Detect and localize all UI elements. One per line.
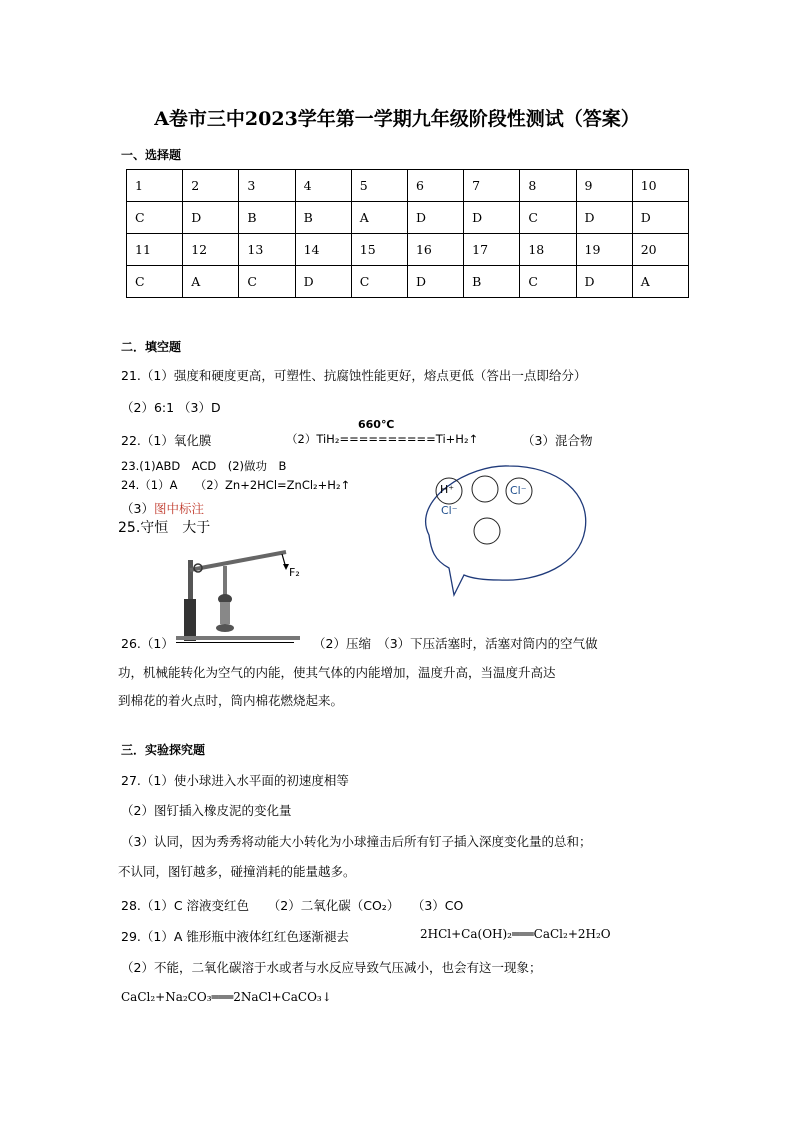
answer-table — [126, 169, 689, 298]
table-row-numbers — [127, 170, 689, 202]
table-cell: C — [351, 266, 407, 298]
lever-apparatus-image — [176, 544, 300, 644]
table-cell: 12 — [183, 234, 239, 266]
table-cell: 7 — [464, 170, 520, 202]
table-cell: A — [632, 266, 688, 298]
table-row-answers — [127, 202, 689, 234]
table-cell: 17 — [464, 234, 520, 266]
ion-circle-empty-1 — [472, 476, 498, 502]
q27-line3: （3）认同，因为秀秀将动能大小转化为小球撞击后所有钉子插入深度变化量的总和； — [121, 834, 592, 849]
table-cell: 8 — [520, 170, 576, 202]
table-cell: 3 — [239, 170, 295, 202]
section-2-heading: 二．填空题 — [121, 340, 182, 354]
q26-line3: 到棉花的着火点时，筒内棉花燃烧起来。 — [118, 693, 344, 708]
q22-part3: （3）混合物 — [522, 433, 593, 448]
table-cell: D — [632, 202, 688, 234]
table-cell: D — [407, 266, 463, 298]
q26-middle: （2）压缩 （3）下压活塞时，活塞对筒内的空气做 — [313, 636, 598, 651]
table-cell: 11 — [127, 234, 183, 266]
q29-line2: （2）不能，二氧化碳溶于水或者与水反应导致气压减小，也会有这一现象； — [121, 960, 542, 975]
q27-line2: （2）图钉插入橡皮泥的变化量 — [121, 803, 292, 818]
q24-line1: 24.（1）A （2）Zn+2HCl=ZnCl₂+H₂↑ — [121, 478, 351, 492]
table-cell: 10 — [632, 170, 688, 202]
table-cell: 18 — [520, 234, 576, 266]
table-cell: B — [239, 202, 295, 234]
table-cell: 15 — [351, 234, 407, 266]
stand-cylinder — [184, 599, 196, 641]
q23-line: 23.(1)ABD ACD (2)做功 B — [121, 459, 287, 473]
q21-line1: 21.（1）强度和硬度更高，可塑性、抗腐蚀性能更好，熔点更低（答出一点即给分） — [121, 368, 587, 383]
q26-line2: 功，机械能转化为空气的内能，使其气体的内能增加，温度升高，当温度升高达 — [118, 665, 556, 680]
q29-line1: 29.（1）A 锥形瓶中液体红红色逐渐褪去 — [121, 929, 349, 944]
table-cell: B — [295, 202, 351, 234]
table-cell: C — [520, 202, 576, 234]
section-3-heading: 三．实验探究题 — [121, 743, 206, 757]
q29-equation2: CaCl₂+Na₂CO₃═══2NaCl+CaCO₃↓ — [121, 990, 332, 1004]
table-cell: 1 — [127, 170, 183, 202]
q21-line2: （2）6:1 （3）D — [121, 400, 221, 415]
q24-red-note: 图中标注 — [153, 501, 204, 516]
page-title: A卷市三中2023学年第一学期九年级阶段性测试（答案） — [154, 108, 640, 130]
ion-cl-label-2: Cl⁻ — [441, 504, 458, 517]
q28-line: 28.（1）C 溶液变红色 （2）二氧化碳（CO₂） （3）CO — [121, 898, 464, 913]
table-cell: 9 — [576, 170, 632, 202]
table-cell: C — [520, 266, 576, 298]
table-cell: D — [464, 202, 520, 234]
table-cell: C — [127, 202, 183, 234]
table-cell: D — [576, 266, 632, 298]
table-cell: B — [464, 266, 520, 298]
table-cell: A — [351, 202, 407, 234]
table-cell: C — [239, 266, 295, 298]
table-cell: 20 — [632, 234, 688, 266]
q22-part1: 22.（1）氧化膜 — [121, 433, 212, 448]
table-cell: D — [407, 202, 463, 234]
q26-start: 26.（1） — [121, 636, 174, 651]
table-row-answers — [127, 266, 689, 298]
q24-prefix: （3） — [121, 501, 154, 516]
q27-line4: 不认同，图钉越多，碰撞消耗的能量越多。 — [118, 864, 356, 879]
section-1-heading: 一、选择题 — [121, 148, 182, 162]
ion-bubble-diagram — [409, 460, 589, 600]
table-cell: 6 — [407, 170, 463, 202]
table-cell: C — [127, 266, 183, 298]
table-cell: 5 — [351, 170, 407, 202]
q27-line1: 27.（1）使小球进入水平面的初速度相等 — [121, 773, 349, 788]
q24-line2 — [121, 499, 204, 517]
q22-part2: （2）TiH₂==========Ti+H₂↑ — [286, 432, 479, 446]
table-cell: D — [295, 266, 351, 298]
table-cell: D — [183, 202, 239, 234]
ion-cl-label-1: Cl⁻ — [510, 484, 527, 497]
ion-h-label: H⁺ — [440, 483, 455, 496]
table-cell: 19 — [576, 234, 632, 266]
ion-circle-empty-2 — [474, 518, 500, 544]
table-cell: 4 — [295, 170, 351, 202]
f2-label: F₂ — [289, 566, 300, 579]
q22-temperature: 660℃ — [358, 418, 395, 431]
table-row-numbers — [127, 234, 689, 266]
table-cell: 16 — [407, 234, 463, 266]
q25-line: 25.守恒 大于 — [118, 520, 211, 536]
table-cell: 2 — [183, 170, 239, 202]
table-cell: 13 — [239, 234, 295, 266]
table-cell: A — [183, 266, 239, 298]
base-plate — [176, 636, 300, 640]
table-cell: D — [576, 202, 632, 234]
q29-equation1: 2HCl+Ca(OH)₂═══CaCl₂+2H₂O — [420, 927, 611, 941]
q26-answer-underline — [176, 642, 294, 643]
table-cell: 14 — [295, 234, 351, 266]
